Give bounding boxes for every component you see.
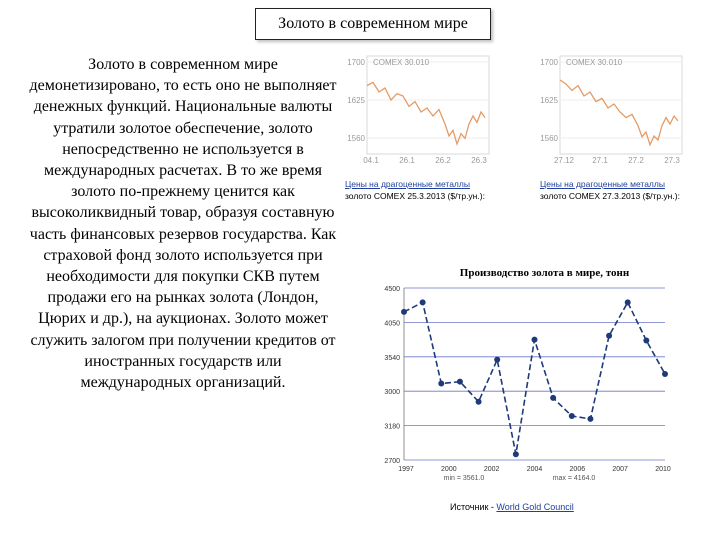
- thumb-plot-frame: [560, 56, 682, 154]
- chart-title: Производство золота в мире, тонн: [459, 267, 630, 279]
- slide-title-box: [255, 8, 491, 40]
- thumb-y-tick: 1560: [347, 134, 365, 143]
- thumb-y-tick: 1700: [347, 58, 365, 67]
- thumb-x-tick: 26.1: [399, 156, 415, 165]
- chart-x-tick: 2006: [569, 466, 586, 473]
- chart-data-point: [606, 333, 612, 339]
- chart-y-tick: 2700: [384, 458, 400, 465]
- thumb-x-tick: 27.3: [664, 156, 680, 165]
- chart-x-tick: 2010: [655, 466, 671, 473]
- chart-x-tick: 2007: [612, 466, 628, 473]
- chart-y-tick: 4500: [384, 286, 400, 293]
- thumb-y-tick: 1560: [540, 134, 558, 143]
- slide-body-text: Золото в современном мире демонетизировано, то есть оно не выполняет денежных функций. Национальные валюты утратили золотое обеспечение, золото непосредственно не используется в международных расчетах. В то же время золото по-прежнему ценится как высоколиквидный товар, образуя составную часть финансовых резервов государства. Как страховой фонд золото используется при необходимости для покупки СКВ путем продажи его на рынках золота (Лондон, Цюрих и др.), на аукционах. Золото может служить залогом при получении кредитов от иностранных государств или международных организаций.: [29, 56, 337, 392]
- chart-data-point: [457, 379, 463, 385]
- price-caption-sub-1: золото COMEX 25.3.2013 ($/тр.ун.):: [345, 191, 485, 201]
- chart-y-tick: 3540: [384, 354, 400, 362]
- chart-x-tick: 2000: [441, 466, 457, 473]
- chart-data-point: [569, 413, 575, 419]
- chart-data-point: [587, 416, 593, 422]
- chart-data-point: [513, 451, 519, 457]
- thumb-x-tick: 27.2: [628, 156, 644, 165]
- chart-data-point: [532, 337, 538, 343]
- chart-y-tick: 4050: [384, 320, 400, 328]
- thumb-price-line: [560, 80, 678, 145]
- thumb-y-tick: 1625: [540, 96, 558, 105]
- thumb-label: COMEX 30.010: [566, 58, 623, 67]
- chart-stat-label: min = 3561,0: [443, 475, 485, 480]
- source-link[interactable]: World Gold Council: [496, 502, 574, 512]
- chart-data-point: [550, 395, 556, 401]
- gold-production-chart: [360, 262, 700, 480]
- chart-data-point: [476, 399, 482, 405]
- price-thumbnail-chart-2: [538, 48, 688, 168]
- thumb-label: COMEX 30.010: [373, 58, 430, 67]
- price-caption-sub-2: золото COMEX 27.3.2013 ($/тр.ун.):: [540, 191, 680, 201]
- price-thumbnail-2: [538, 48, 688, 168]
- thumb-price-line: [367, 82, 485, 144]
- chart-data-point: [625, 299, 631, 305]
- source-line: [450, 502, 574, 512]
- chart-x-tick: 1997: [398, 466, 414, 473]
- chart-y-tick: 3000: [384, 389, 400, 397]
- chart-y-tick: 3180: [384, 423, 400, 431]
- chart-series-line: [404, 302, 665, 454]
- thumb-y-tick: 1700: [540, 58, 558, 67]
- chart-data-point: [401, 309, 407, 315]
- price-thumbnail-chart-1: [345, 48, 495, 168]
- chart-data-point: [420, 299, 426, 305]
- chart-x-tick: 2002: [483, 466, 500, 473]
- price-caption-1: [345, 178, 485, 202]
- chart-data-point: [643, 338, 649, 344]
- chart-data-point: [438, 381, 444, 387]
- thumb-y-tick: 1625: [347, 96, 365, 105]
- slide-title: Золото в современном мире: [278, 15, 468, 32]
- thumb-plot-frame: [367, 56, 489, 154]
- price-caption-link-2[interactable]: Цены на драгоценные металлы: [540, 179, 665, 189]
- source-prefix: Источник -: [450, 502, 497, 512]
- chart-data-point: [662, 371, 668, 377]
- chart-x-tick: 2004: [526, 466, 543, 473]
- thumb-x-tick: 04.1: [363, 156, 379, 165]
- price-caption-2: [540, 178, 680, 202]
- thumb-x-tick: 27.1: [592, 156, 608, 165]
- price-caption-link-1[interactable]: Цены на драгоценные металлы: [345, 179, 470, 189]
- thumb-x-tick: 26.3: [471, 156, 487, 165]
- thumb-x-tick: 26.2: [435, 156, 451, 165]
- chart-data-point: [494, 357, 500, 363]
- chart-stat-label: max = 4164,0: [552, 475, 596, 480]
- thumb-x-tick: 27.12: [553, 156, 575, 165]
- price-thumbnail-1: [345, 48, 495, 168]
